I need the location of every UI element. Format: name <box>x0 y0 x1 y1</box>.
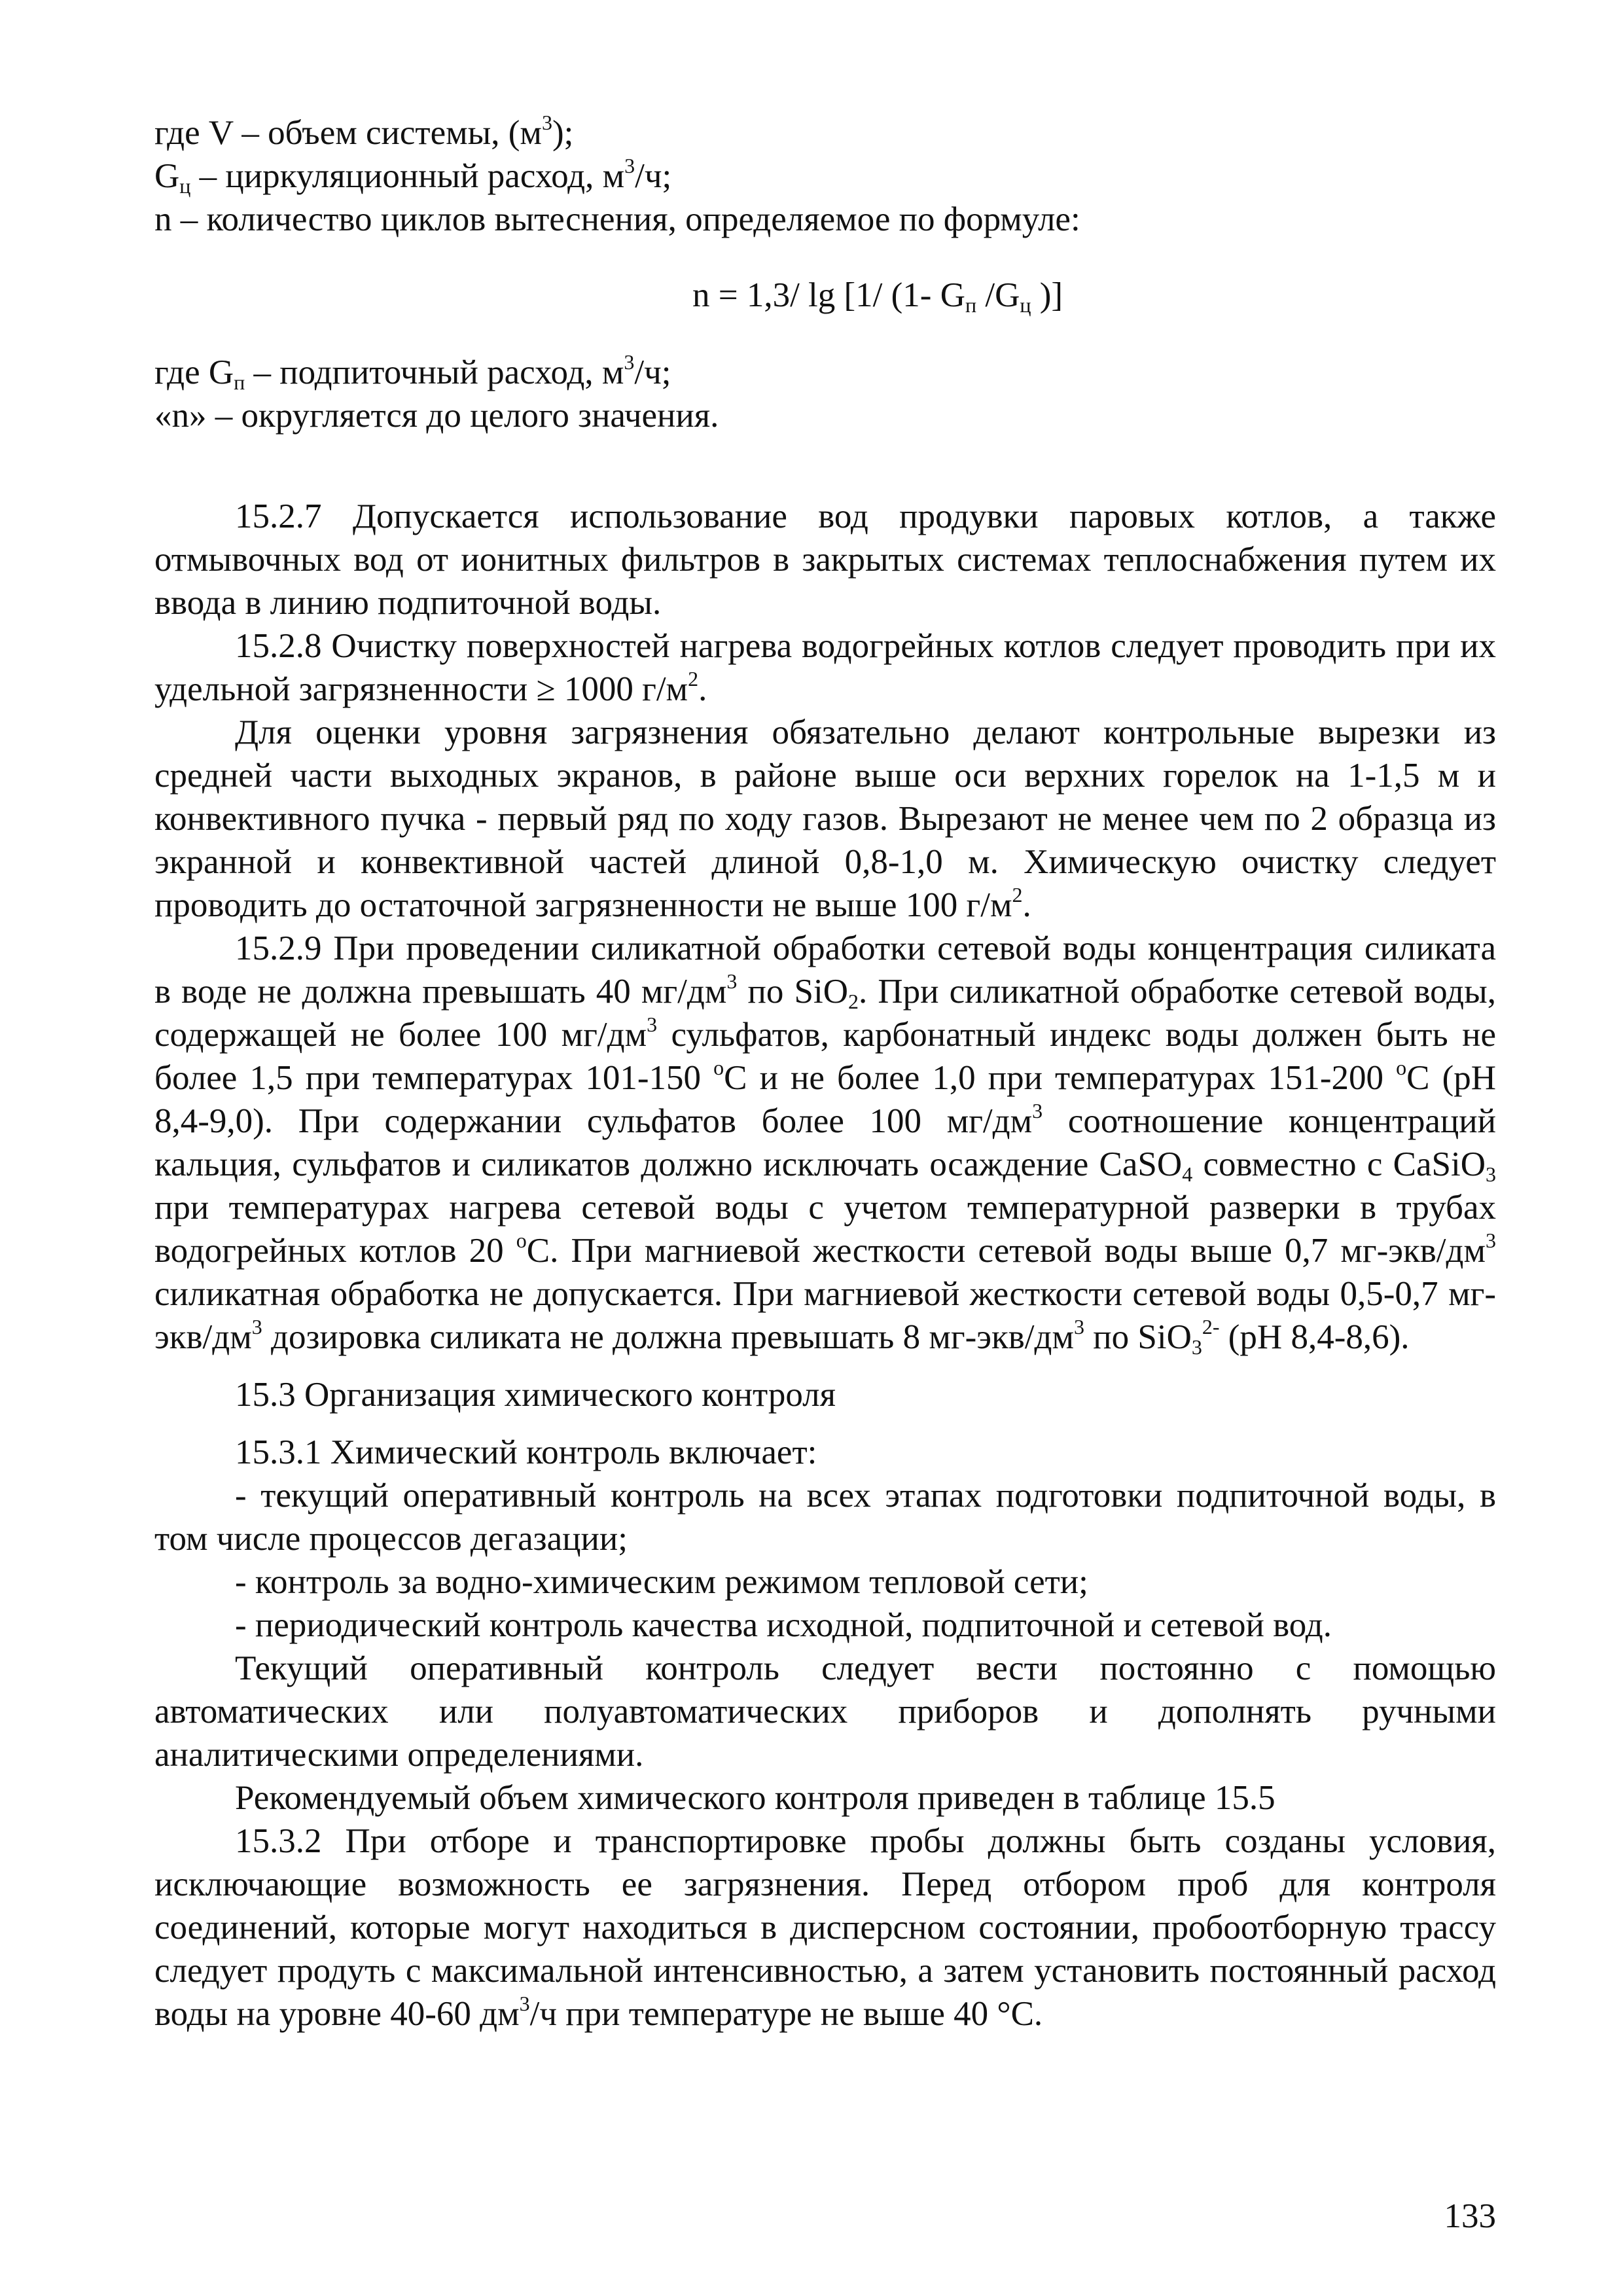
paragraph-contamination-assessment: Для оценки уровня загрязнения обязательно делают контрольные вырезки из средней части выходных экранов, в районе выше оси верхних горелок на 1-1,5 м и конвективного пучка - первый ряд по ходу газов. Вырезают не менее чем по 2 образца из экранной и конвективной частей длиной 0,8-1,0 м. Химическую очистку следует проводить до остаточной загрязненности не выше 100 $г/м^2$. <box>154 713 1496 924</box>
page-number: 133 <box>1444 2197 1496 2235</box>
rounding-note: «n» – округляется до целого значения. <box>154 397 719 435</box>
paragraph-15-3-2: 15.3.2 При отборе и транспортировке пробы должны быть созданы условия, исключающие возможность ее загрязнения. Перед отбором проб для контроля соединений, которые могут находиться в дисперсном состоянии, пробоотборную трассу следует продуть с максимальной интенсивностью, а затем установить постоянный расход воды на уровне 40-60 $дм^3/ч$ при температуре не выше 40 °С. <box>154 1822 1496 2033</box>
list-item: - контроль за водно-химическим режимом тепловой сети; <box>235 1563 1088 1601</box>
list-item: - текущий оперативный контроль на всех этапах подготовки подпиточной воды, в том числе процессов дегазации; <box>154 1477 1496 1558</box>
circulation-flow-definition: $G_ц$ – циркуляционный расход, $м^3/ч$; <box>154 154 672 198</box>
paragraph-15-2-8: 15.2.8 Очистку поверхностей нагрева водогрейных котлов следует проводить при их удельной загрязненности ≥ 1000 $г/м^2$. <box>154 627 1496 708</box>
paragraph-recommended-volume: Рекомендуемый объем химического контроля приведен в таблице 15.5 <box>235 1779 1275 1817</box>
paragraph-15-2-9: 15.2.9 При проведении силикатной обработки сетевой воды концентрация силиката в воде не должна превышать 40 $мг/дм^3$ по SiO$_2$. При силикатной обработке сетевой воды, содержащей не более 100 $мг/дм^3$ сульфатов, карбонатный индекс воды должен быть не более 1,5 при температурах 101-150 $^о$С и не более 1,0 при температурах 151-200 $^о$С (рН 8,4-9,0). При содержании сульфатов более 100 $мг/дм^3$ соотношение концентраций кальция, сульфатов и силикатов должно исключать осаждение CaSO$_4$ совместно с CaSiO$_3$ при температурах нагрева сетевой воды с учетом температурной разверки в трубах водогрейных котлов 20 $^о$С. При магниевой жесткости сетевой воды выше 0,7 $мг-экв/дм^3$ силикатная обработка не допускается. При магниевой жесткости сетевой воды 0,5-0,7 $мг-экв/дм^3$ дозировка силиката не должна превышать 8 $мг-экв/дм^3$ по SiO$_3^{2-}$ (рН 8,4-8,6). <box>154 929 1497 1359</box>
volume-definition: где V – объем системы, $(м^3)$; <box>154 111 574 152</box>
cycles-formula: n = 1,3/ lg [1/ (1- $G_п$ $/G_ц$ )] <box>692 276 1063 317</box>
cycles-definition: n – количество циклов вытеснения, определяемое по формуле: <box>154 200 1080 238</box>
section-heading-15-3: 15.3 Организация химического контроля <box>235 1376 836 1414</box>
paragraph-15-3-1: 15.3.1 Химический контроль включает: <box>235 1433 817 1471</box>
makeup-flow-definition: где $G_п$ – подпиточный расход, $м^3/ч$; <box>154 350 671 394</box>
document-page <box>154 111 1496 2036</box>
paragraph-15-2-7: 15.2.7 Допускается использование вод продувки паровых котлов, а также отмывочных вод от ионитных фильтров в закрытых системах теплоснабжения путем их ввода в линию подпиточной воды. <box>154 497 1496 622</box>
list-item: - периодический контроль качества исходной, подпиточной и сетевой вод. <box>235 1606 1332 1644</box>
paragraph-current-control: Текущий оперативный контроль следует вести постоянно с помощью автоматических или полуавтоматических приборов и дополнять ручными аналитическими определениями. <box>154 1649 1496 1774</box>
